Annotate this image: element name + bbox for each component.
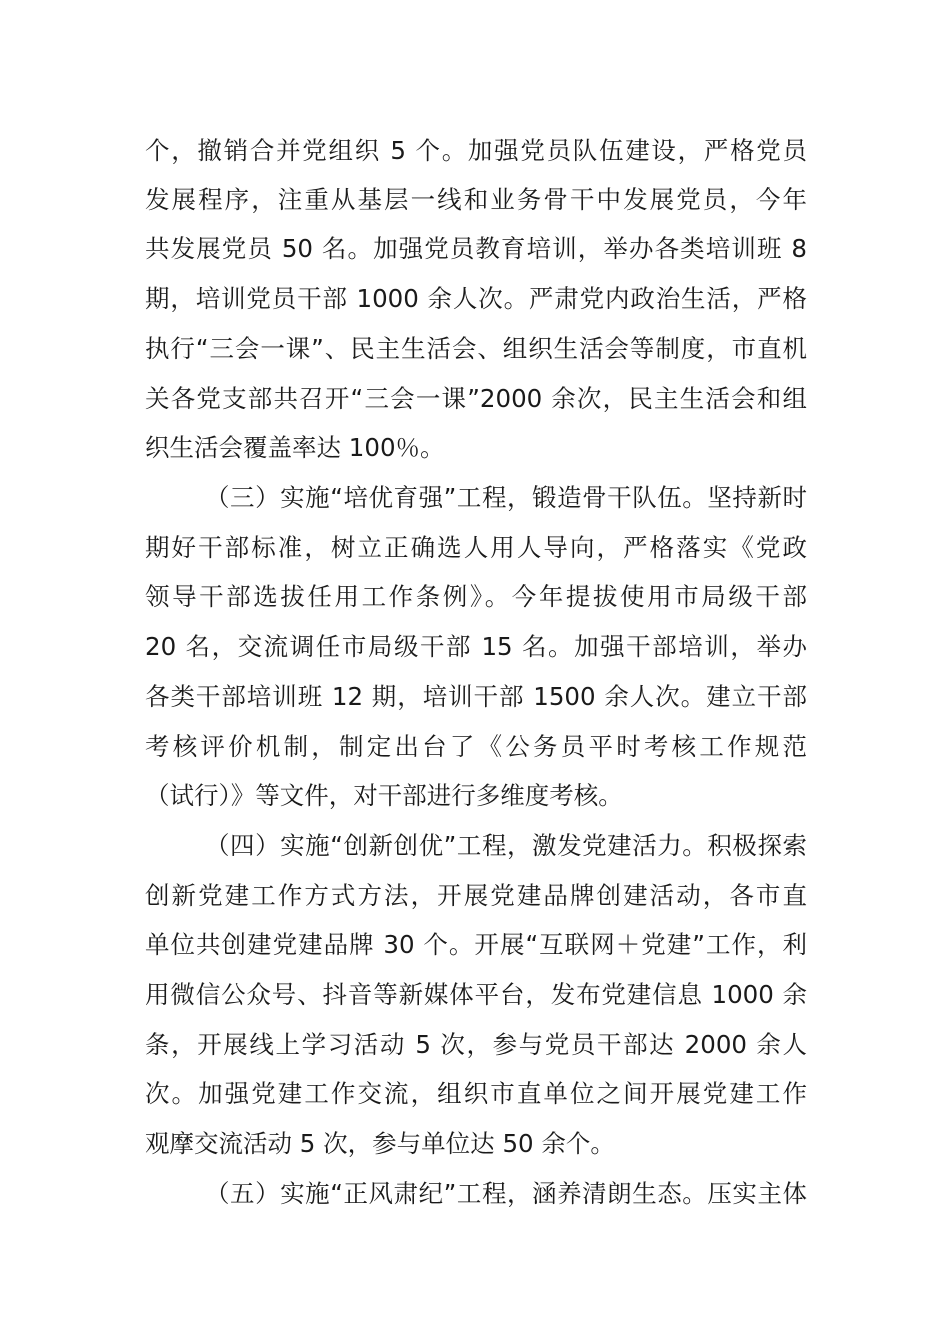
text-line: （试行）》等文件，对干部进行多维度考核。 <box>145 781 623 810</box>
text-line: 关各党支部共召开“三会一课”2000 余次，民主生活会和组 <box>145 384 807 413</box>
text-line: 20 名，交流调任市局级干部 15 名。加强干部培训，举办 <box>145 632 807 661</box>
text-line: 执行“三会一课”、民主生活会、组织生活会等制度，市直机 <box>145 334 807 363</box>
text-line: 期好干部标准，树立正确选人用人导向，严格落实《党政 <box>145 533 807 562</box>
text-line: 期，培训党员干部 1000 余人次。严肃党内政治生活，严格 <box>145 284 807 313</box>
text-line: 次。加强党建工作交流，组织市直单位之间开展党建工作 <box>145 1079 807 1108</box>
text-line: 个，撤销合并党组织 5 个。加强党员队伍建设，严格党员 <box>145 136 807 165</box>
section-heading-line: （三）实施“培优育强”工程，锻造骨干队伍。坚持新时 <box>205 483 807 512</box>
text-line: 共发展党员 50 名。加强党员教育培训，举办各类培训班 8 <box>145 234 807 263</box>
text-line: 织生活会覆盖率达 100％。 <box>145 433 445 462</box>
text-line: 单位共创建党建品牌 30 个。开展“互联网＋党建”工作，利 <box>145 930 807 959</box>
text-line: 发展程序，注重从基层一线和业务骨干中发展党员，今年 <box>145 185 807 214</box>
text-line: 用微信公众号、抖音等新媒体平台，发布党建信息 1000 余 <box>145 980 807 1009</box>
text-line: 各类干部培训班 12 期，培训干部 1500 余人次。建立干部 <box>145 682 807 711</box>
text-line: 创新党建工作方式方法，开展党建品牌创建活动，各市直 <box>145 881 807 910</box>
text-line: 领导干部选拔任用工作条例》。今年提拔使用市局级干部 <box>145 582 807 611</box>
section-heading-line: （五）实施“正风肃纪”工程，涵养清朗生态。压实主体 <box>205 1179 807 1208</box>
text-line: 条，开展线上学习活动 5 次，参与党员干部达 2000 余人 <box>145 1030 807 1059</box>
text-line: 考核评价机制，制定出台了《公务员平时考核工作规范 <box>145 732 807 761</box>
section-heading-line: （四）实施“创新创优”工程，激发党建活力。积极探索 <box>205 831 807 860</box>
text-line: 观摩交流活动 5 次，参与单位达 50 余个。 <box>145 1129 615 1158</box>
